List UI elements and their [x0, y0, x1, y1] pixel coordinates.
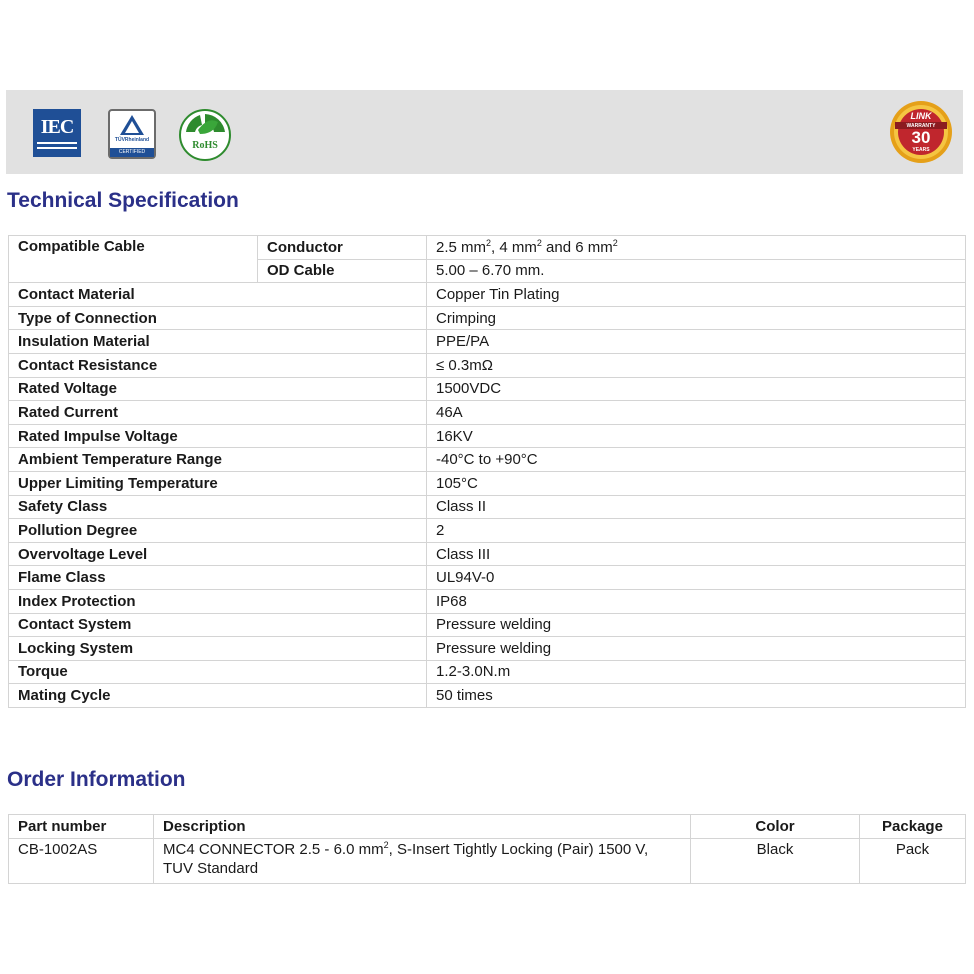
spec-value: Pressure welding — [427, 637, 966, 661]
spec-value: 1.2-3.0N.m — [427, 660, 966, 684]
spec-label: Rated Current — [9, 401, 427, 425]
spec-label: Type of Connection — [9, 306, 427, 330]
table-row — [9, 589, 966, 613]
spec-value: 1500VDC — [427, 377, 966, 401]
table-row — [9, 613, 966, 637]
table-row — [9, 542, 966, 566]
spec-value: Class III — [427, 542, 966, 566]
spec-value: 16KV — [427, 424, 966, 448]
table-row — [9, 637, 966, 661]
spec-value: UL94V-0 — [427, 566, 966, 590]
spec-value: 46A — [427, 401, 966, 425]
table-row — [9, 566, 966, 590]
spec-value: 2 — [427, 519, 966, 543]
spec-label: Upper Limiting Temperature — [9, 471, 427, 495]
spec-label: Compatible Cable — [9, 236, 258, 283]
spec-value: ≤ 0.3mΩ — [427, 353, 966, 377]
technical-specification-table — [8, 235, 966, 708]
rohs-logo-text: RoHS — [192, 140, 218, 151]
spec-value: 50 times — [427, 684, 966, 708]
spec-value: 105°C — [427, 471, 966, 495]
table-row — [9, 495, 966, 519]
table-row — [9, 684, 966, 708]
spec-label: Rated Voltage — [9, 377, 427, 401]
package-cell: Pack — [860, 839, 966, 884]
table-row — [9, 353, 966, 377]
color-cell: Black — [691, 839, 860, 884]
table-row — [9, 306, 966, 330]
iec-logo — [33, 109, 81, 157]
spec-label: Rated Impulse Voltage — [9, 424, 427, 448]
spec-label: Mating Cycle — [9, 684, 427, 708]
order-information-table — [8, 814, 966, 884]
iec-logo-line — [37, 142, 77, 144]
table-row — [9, 448, 966, 472]
spec-label: Torque — [9, 660, 427, 684]
spec-value: 5.00 – 6.70 mm. — [427, 259, 966, 283]
iec-logo-line — [37, 147, 77, 149]
spec-value: Crimping — [427, 306, 966, 330]
technical-specification-heading: Technical Specification — [7, 189, 239, 212]
spec-value: 2.5 $mm^2$, 4 $mm^2$ and 6 $mm^2$ — [427, 236, 966, 260]
spec-label: Ambient Temperature Range — [9, 448, 427, 472]
tuv-rheinland-logo — [108, 109, 156, 159]
table-row — [9, 401, 966, 425]
warranty-years: 30 — [911, 128, 931, 147]
description-cell: MC4 CONNECTOR 2.5 - 6.0 $mm^2$, S-Insert Tightly Locking (Pair) 1500 V, TUV Standard — [154, 839, 691, 884]
warranty-label: WARRANTY — [906, 123, 936, 129]
color-header: Color — [691, 815, 860, 839]
tuv-logo-name: TÜVRheinland — [114, 137, 150, 143]
rohs-logo — [178, 108, 232, 162]
spec-label: Flame Class — [9, 566, 427, 590]
spec-sublabel: Conductor — [258, 236, 427, 260]
spec-value: PPE/PA — [427, 330, 966, 354]
iec-logo-text: IEC — [40, 116, 74, 138]
spec-label: Pollution Degree — [9, 519, 427, 543]
spec-label: Insulation Material — [9, 330, 427, 354]
spec-label: Overvoltage Level — [9, 542, 427, 566]
spec-label: Safety Class — [9, 495, 427, 519]
table-row — [9, 471, 966, 495]
part-number-header: Part number — [9, 815, 154, 839]
warranty-30-years-badge — [889, 100, 953, 164]
spec-value: -40°C to +90°C — [427, 448, 966, 472]
table-row — [9, 660, 966, 684]
warranty-years-label: YEARS — [912, 147, 930, 153]
logo-bar — [6, 90, 963, 174]
warranty-brand: LINK — [910, 111, 932, 121]
table-row — [9, 236, 966, 260]
table-header-row — [9, 815, 966, 839]
part-number-cell: CB-1002AS — [9, 839, 154, 884]
table-row — [9, 330, 966, 354]
table-row — [9, 839, 966, 884]
spec-value: IP68 — [427, 589, 966, 613]
spec-value: Class II — [427, 495, 966, 519]
spec-value: Pressure welding — [427, 613, 966, 637]
package-header: Package — [860, 815, 966, 839]
tuv-logo-certified: CERTIFIED — [110, 148, 154, 157]
tuv-triangle-icon — [110, 111, 154, 137]
spec-label: Locking System — [9, 637, 427, 661]
rohs-leaf-icon — [178, 108, 232, 162]
spec-label: Contact Material — [9, 283, 427, 307]
spec-table-body — [9, 236, 966, 708]
spec-label: Contact System — [9, 613, 427, 637]
table-row — [9, 424, 966, 448]
spec-label: Contact Resistance — [9, 353, 427, 377]
description-header: Description — [154, 815, 691, 839]
table-row — [9, 377, 966, 401]
table-row — [9, 283, 966, 307]
table-row — [9, 519, 966, 543]
order-information-heading: Order Information — [7, 768, 186, 791]
spec-sublabel: OD Cable — [258, 259, 427, 283]
spec-label: Index Protection — [9, 589, 427, 613]
spec-value: Copper Tin Plating — [427, 283, 966, 307]
